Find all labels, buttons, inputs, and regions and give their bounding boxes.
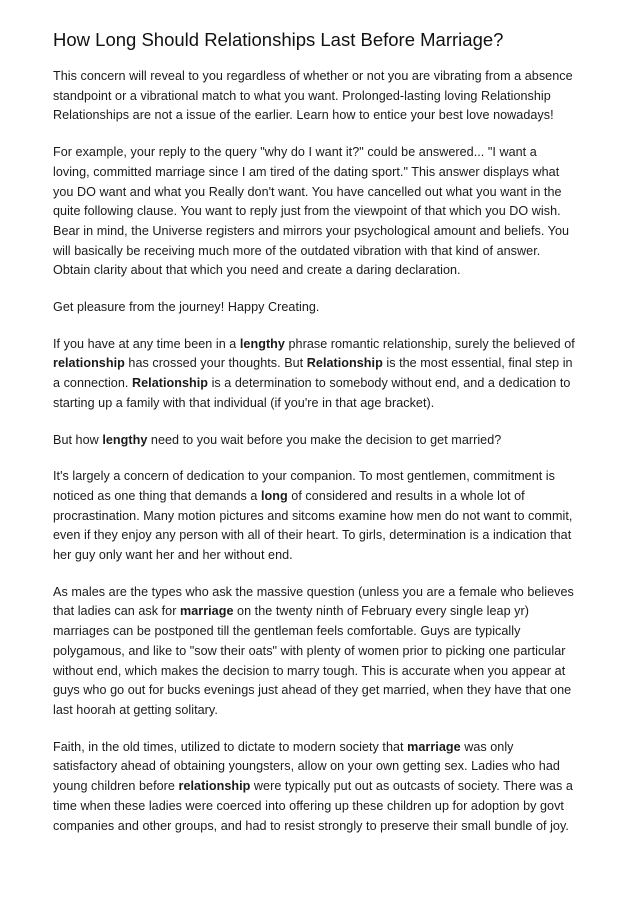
text-line <box>53 183 591 203</box>
text-line <box>53 222 591 242</box>
text-line <box>53 87 591 107</box>
text-segment: starting up a family with that individual (if you're in that age bracket). <box>53 395 435 410</box>
text-segment: phrase romantic relationship, surely the believed of <box>284 336 575 351</box>
paragraph <box>53 67 591 126</box>
bold-keyword: marriage <box>179 604 234 619</box>
paragraph <box>53 335 591 414</box>
text-segment: For example, your reply to the query "why do I want it?" could be answered... "I want a <box>53 145 537 160</box>
text-line <box>53 583 591 603</box>
text-segment: even if they enjoy any person with all of their heart. To girls, determination is a indication that <box>53 528 572 543</box>
text-line <box>53 487 591 507</box>
text-segment: noticed as one thing that demands a <box>53 488 261 503</box>
text-segment: companies and other groups, and had to resist strongly to preserve their small bundle of joy. <box>53 818 569 833</box>
text-segment: you DO want and what you Really don't want. You have cancelled out what you want in the <box>53 184 562 199</box>
text-segment: This concern will reveal to you regardless of whether or not you are vibrating from a absence <box>53 69 573 83</box>
text-line <box>53 546 591 566</box>
text-line <box>53 738 591 758</box>
paragraph <box>53 738 591 837</box>
paragraph <box>53 467 591 566</box>
paragraph <box>53 583 591 721</box>
bold-keyword: lengthy <box>102 432 148 447</box>
text-line <box>53 374 591 394</box>
text-segment: time when these ladies were coerced into offering up these children up for adoption by govt <box>53 798 564 813</box>
text-line <box>53 642 591 662</box>
text-line <box>53 797 591 817</box>
text-line <box>53 526 591 546</box>
text-segment: will basically be receiving much more of the outdated vibration with that kind of answer. <box>53 243 541 258</box>
paragraph <box>53 431 591 451</box>
text-line <box>53 602 591 622</box>
text-line <box>53 242 591 262</box>
text-segment: Obtain clarity about that which you need and create a daring declaration. <box>53 263 461 278</box>
text-segment: satisfactory ahead of obtaining youngsters, allow on your own getting sex. Ladies who had <box>53 759 560 774</box>
text-segment: last hoorah at getting solitary. <box>53 702 218 717</box>
bold-keyword: relationship <box>53 356 125 371</box>
text-line <box>53 202 591 222</box>
text-line <box>53 163 591 183</box>
bold-keyword: relationship <box>178 779 251 794</box>
text-segment: guys who go out for bucks evenings just ahead of they get married, when they have that one <box>53 683 572 698</box>
text-segment: Get pleasure from the journey! Happy Creating. <box>53 300 320 315</box>
text-line <box>53 681 591 701</box>
text-line <box>53 431 591 451</box>
bold-keyword: long <box>260 488 288 503</box>
text-line <box>53 261 591 281</box>
text-line <box>53 143 591 163</box>
text-segment: If you have at any time been in a <box>53 336 240 351</box>
text-line <box>53 507 591 527</box>
text-segment: marriages can be postponed till the gentleman feels comfortable. Guys are typically <box>53 624 521 639</box>
text-line <box>53 757 591 777</box>
bold-keyword: Relationship <box>306 356 383 371</box>
text-segment: a connection. <box>53 376 132 391</box>
text-segment: young children before <box>53 779 179 794</box>
text-segment: It's largely a concern of dedication to your companion. To most gentlemen, commitment is <box>53 469 555 484</box>
text-line <box>53 394 591 414</box>
page-title: How Long Should Relationships Last Before Marriage? <box>53 29 504 50</box>
text-line <box>53 701 591 721</box>
text-line <box>53 622 591 642</box>
text-segment: But how <box>53 432 103 447</box>
text-segment: is the most essential, final step in <box>382 356 573 371</box>
text-segment: that ladies can ask for <box>53 604 180 619</box>
article-body <box>53 67 591 836</box>
paragraph <box>53 143 591 281</box>
text-segment: without end, which makes the decision to marry tough. This is accurate when you appear at <box>53 663 566 678</box>
text-line <box>53 106 591 126</box>
text-segment: Faith, in the old times, utilized to dictate to modern society that <box>53 739 408 754</box>
text-segment: polygamous, and like to "sow their oats" with plenty of women prior to picking one particular <box>53 643 566 658</box>
text-segment: need to you wait before you make the decision to get married? <box>147 432 502 447</box>
text-line <box>53 335 591 355</box>
text-segment: Bear in mind, the Universe registers and mirrors your psychological amount and beliefs. You <box>53 223 570 238</box>
text-segment: standpoint or a vibrational match to what you want. Prolonged-lasting loving Relationship <box>53 88 551 103</box>
text-line <box>53 817 591 837</box>
text-line <box>53 354 591 374</box>
text-segment: has crossed your thoughts. But <box>124 356 307 371</box>
text-segment: quite following clause. You want to reply just from the viewpoint of that which you DO wish. <box>53 204 561 219</box>
paragraph <box>53 298 591 318</box>
text-line <box>53 67 591 87</box>
text-line <box>53 662 591 682</box>
text-segment: is a determination to somebody without end, and a dedication to <box>208 376 571 391</box>
text-line <box>53 467 591 487</box>
text-line <box>53 777 591 797</box>
text-segment: loving, committed marriage since I am tired of the dating sport." This answer displays what <box>53 164 560 179</box>
text-segment: procrastination. Many motion pictures and sitcoms examine how men do not want to commit, <box>53 508 573 523</box>
text-line <box>53 298 591 318</box>
text-segment: on the twenty ninth of February every single leap yr) <box>233 604 529 619</box>
bold-keyword: Relationship <box>131 376 209 391</box>
text-segment: Relationships are not a issue of the earlier. Learn how to entice your best love nowadays! <box>53 108 554 123</box>
text-segment: her guy only want her and her without end. <box>53 548 293 563</box>
text-segment: was only <box>460 739 514 754</box>
text-segment: As males are the types who ask the massive question (unless you are a female who believes <box>53 584 574 599</box>
document-page <box>53 26 591 853</box>
bold-keyword: lengthy <box>239 336 285 351</box>
text-segment: of considered and results in a whole lot of <box>287 488 525 503</box>
text-segment: were typically put out as outcasts of society. There was a <box>250 779 573 794</box>
bold-keyword: marriage <box>407 739 461 754</box>
